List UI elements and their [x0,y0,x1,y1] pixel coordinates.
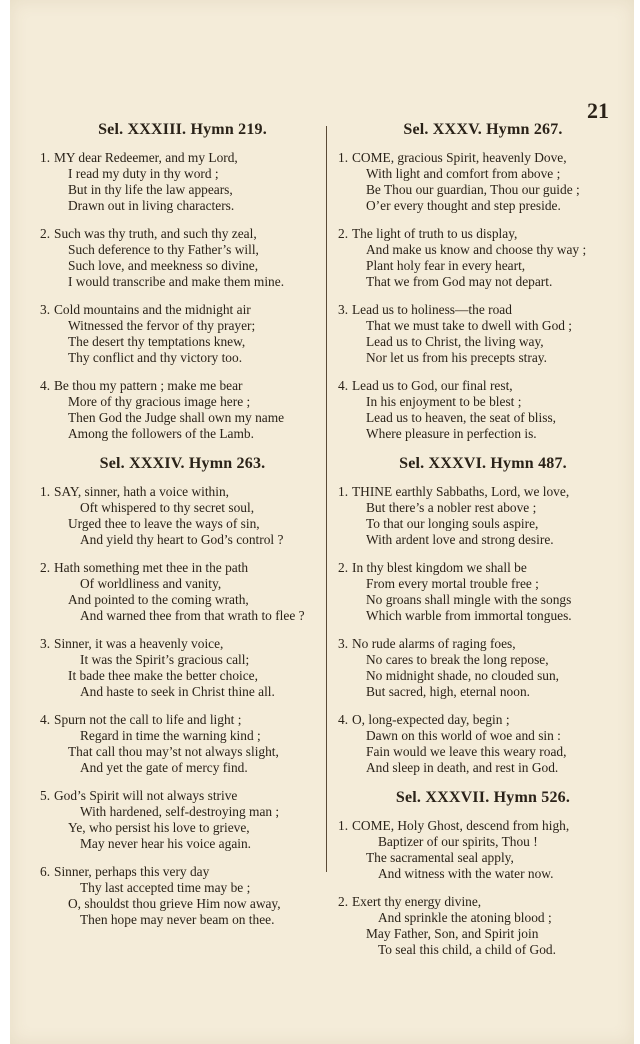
verse-text: In thy blest kingdom we shall be [352,560,527,575]
verse-line [40,788,325,804]
verse-text: Lead us to holiness—the road [352,302,512,317]
verse-line [338,668,628,684]
verse-text: And haste to seek in Christ thine all. [80,684,275,699]
verse-line [338,744,628,760]
verse-line [338,394,628,410]
stanza-number: 1. [338,150,349,165]
verse-text: And sleep in death, and rest in God. [366,760,559,775]
verse-text: Regard in time the warning kind ; [80,728,261,743]
verse-line [40,668,325,684]
hymn-stanza [338,484,628,548]
stanza-number: 1. [338,484,349,499]
verse-line [338,684,628,700]
verse-text: I read my duty in thy word ; [68,166,219,181]
verse-line [40,484,325,500]
right-column [338,120,628,970]
verse-text: To seal this child, a child of God. [378,942,556,957]
stanza-number: 2. [338,894,349,909]
page-number: 21 [587,98,609,123]
hymn-heading: Sel. XXXVII. Hymn 526. [395,789,571,806]
verse-line [40,302,325,318]
verse-text: To that our longing souls aspire, [366,516,539,531]
verse-text: No groans shall mingle with the songs [366,592,572,607]
verse-text: Hath something met thee in the path [54,560,249,575]
stanza-number: 4. [40,378,51,393]
verse-text: That call thou may’st not always slight, [68,744,279,759]
verse-line [338,198,628,214]
verse-line [40,394,325,410]
verse-line [338,942,628,958]
verse-text: Such deference to thy Father’s will, [68,242,259,257]
verse-text: And yet the gate of mercy find. [80,760,248,775]
verse-line [40,836,325,852]
verse-text: The sacramental seal apply, [366,850,514,865]
verse-line [40,560,325,576]
verse-line [338,866,628,882]
verse-text: Exert thy energy divine, [352,894,482,909]
hymn-stanza [338,150,628,214]
verse-text: No cares to break the long repose, [366,652,549,667]
verse-text: Witnessed the fervor of thy prayer; [68,318,256,333]
hymn-stanza [40,378,325,442]
hymn-stanza [40,712,325,776]
hymn-stanza [338,226,628,290]
verse-line [338,560,628,576]
verse-text: Cold mountains and the midnight air [54,302,251,317]
stanza-number: 6. [40,864,51,879]
verse-text: It bade thee make the better choice, [68,668,258,683]
verse-text: With ardent love and strong desire. [366,532,554,547]
verse-line [40,896,325,912]
verse-line [338,182,628,198]
verse-line [40,198,325,214]
verse-text: Where pleasure in perfection is. [366,426,537,441]
hymn-stanza [40,226,325,290]
verse-line [40,532,325,548]
verse-text: COME, gracious Spirit, heavenly Dove, [352,150,567,165]
hymn-stanza [40,150,325,214]
verse-text: And witness with the water now. [378,866,554,881]
verse-line [338,150,628,166]
hymn-stanza [338,302,628,366]
left-column [40,120,325,940]
verse-line [40,880,325,896]
hymn-stanza [40,560,325,624]
verse-text: In his enjoyment to be blest ; [366,394,522,409]
verse-line [40,652,325,668]
verse-text: SAY, sinner, hath a voice within, [54,484,230,499]
verse-line [338,608,628,624]
verse-line [40,500,325,516]
verse-line [40,804,325,820]
verse-line [338,484,628,500]
verse-text: Then God the Judge shall own my name [68,410,285,425]
verse-text: God’s Spirit will not always strive [54,788,238,803]
verse-line [40,274,325,290]
verse-text: The light of truth to us display, [352,226,518,241]
verse-line [40,712,325,728]
verse-text: But sacred, high, eternal noon. [366,684,530,699]
verse-line [40,226,325,242]
stanza-number: 3. [338,636,349,651]
hymn-stanza [338,636,628,700]
hymn-stanza [40,864,325,928]
verse-text: With hardened, self-destroying man ; [80,804,280,819]
stanza-number: 2. [338,226,349,241]
verse-text: Spurn not the call to life and light ; [54,712,242,727]
verse-text: Nor let us from his precepts stray. [366,350,547,365]
stanza-number: 5. [40,788,51,803]
verse-text: THINE earthly Sabbaths, Lord, we love, [352,484,570,499]
verse-line [40,820,325,836]
verse-line [338,350,628,366]
verse-line [338,334,628,350]
stanza-number: 1. [40,484,51,499]
verse-text: Lead us to Christ, the living way, [366,334,544,349]
hymn-stanza [338,818,628,882]
stanza-number: 4. [338,712,349,727]
verse-text: Plant holy fear in every heart, [366,258,526,273]
verse-text: And pointed to the coming wrath, [68,592,249,607]
hymn-stanza [338,560,628,624]
verse-text: Be Thou our guardian, Thou our guide ; [366,182,580,197]
verse-text: O, shouldst thou grieve Him now away, [68,896,281,911]
verse-text: May Father, Son, and Spirit join [366,926,539,941]
verse-line [40,182,325,198]
column-divider [326,126,327,872]
verse-text: And warned thee from that wrath to flee ? [80,608,305,623]
verse-line [40,728,325,744]
verse-text: No rude alarms of raging foes, [352,636,516,651]
verse-line [40,516,325,532]
verse-text: But in thy life the law appears, [68,182,233,197]
verse-line [338,242,628,258]
verse-text: Ye, who persist his love to grieve, [68,820,250,835]
hymn-heading: Sel. XXXIV. Hymn 263. [99,455,266,472]
verse-text: Lead us to heaven, the seat of bliss, [366,410,557,425]
stanza-number: 2. [40,226,51,241]
verse-text: Sinner, it was a heavenly voice, [54,636,224,651]
verse-line [338,274,628,290]
verse-text: Be thou my pattern ; make me bear [54,378,243,393]
verse-text: Of worldliness and vanity, [80,576,222,591]
verse-line [40,258,325,274]
verse-line [338,532,628,548]
verse-line [338,226,628,242]
verse-line [40,410,325,426]
verse-line [338,834,628,850]
hymn-heading: Sel. XXXIII. Hymn 219. [98,121,267,138]
verse-line [338,302,628,318]
verse-line [40,636,325,652]
verse-line [40,426,325,442]
verse-text: Then hope may never beam on thee. [80,912,275,927]
verse-text: Which warble from immortal tongues. [366,608,572,623]
verse-text: Among the followers of the Lamb. [68,426,254,441]
verse-line [338,426,628,442]
verse-line [40,912,325,928]
verse-text: Thy last accepted time may be ; [80,880,251,895]
stanza-number: 3. [40,302,51,317]
stanza-number: 1. [338,818,349,833]
verse-text: With light and comfort from above ; [366,166,561,181]
verse-line [338,712,628,728]
verse-line [40,378,325,394]
verse-line [338,910,628,926]
verse-text: But there’s a nobler rest above ; [366,500,537,515]
verse-text: Oft whispered to thy secret soul, [80,500,255,515]
hymn-stanza [338,378,628,442]
verse-text: Urged thee to leave the ways of sin, [68,516,260,531]
verse-line [338,760,628,776]
verse-text: No midnight shade, no clouded sun, [366,668,560,683]
verse-line [40,166,325,182]
verse-text: COME, Holy Ghost, descend from high, [352,818,570,833]
hymn-stanza [40,302,325,366]
verse-line [40,576,325,592]
hymn-stanza [338,894,628,958]
stanza-number: 3. [40,636,51,651]
stanza-number: 1. [40,150,51,165]
stanza-number: 3. [338,302,349,317]
verse-line [40,350,325,366]
stanza-number: 4. [40,712,51,727]
verse-line [338,636,628,652]
verse-text: Such love, and meekness so divine, [68,258,259,273]
verse-text: And make us know and choose thy way ; [366,242,587,257]
verse-text: From every mortal trouble free ; [366,576,539,591]
verse-line [338,926,628,942]
verse-text: Lead us to God, our final rest, [352,378,513,393]
verse-text: Thy conflict and thy victory too. [68,350,243,365]
hymn-heading: Sel. XXXVI. Hymn 487. [399,455,567,472]
verse-text: Sinner, perhaps this very day [54,864,210,879]
hymn-stanza [338,712,628,776]
verse-line [40,318,325,334]
verse-line [40,242,325,258]
verse-text: And sprinkle the atoning blood ; [378,910,552,925]
verse-line [338,516,628,532]
verse-text: May never hear his voice again. [80,836,252,851]
verse-line [338,500,628,516]
verse-line [338,378,628,394]
verse-text: And yield thy heart to God’s control ? [80,532,284,547]
verse-line [338,850,628,866]
stanza-number: 2. [338,560,349,575]
verse-text: The desert thy temptations knew, [68,334,246,349]
verse-line [338,652,628,668]
verse-line [40,864,325,880]
verse-text: It was the Spirit’s gracious call; [80,652,250,667]
hymn-heading: Sel. XXXV. Hymn 267. [403,121,563,138]
verse-text: MY dear Redeemer, and my Lord, [54,150,238,165]
verse-line [40,150,325,166]
stanza-number: 4. [338,378,349,393]
verse-line [338,728,628,744]
verse-text: More of thy gracious image here ; [68,394,251,409]
verse-text: Dawn on this world of woe and sin : [366,728,561,743]
verse-line [338,894,628,910]
stanza-number: 2. [40,560,51,575]
verse-text: That we from God may not depart. [366,274,553,289]
verse-line [338,410,628,426]
hymn-stanza [40,484,325,548]
verse-line [40,684,325,700]
verse-line [338,318,628,334]
hymnal-page [10,0,634,1044]
verse-text: Fain would we leave this weary road, [366,744,567,759]
verse-text: Drawn out in living characters. [68,198,235,213]
verse-line [338,818,628,834]
verse-line [40,744,325,760]
verse-line [338,166,628,182]
verse-text: I would transcribe and make them mine. [68,274,285,289]
verse-line [338,258,628,274]
verse-line [338,592,628,608]
hymn-stanza [40,788,325,852]
verse-text: That we must take to dwell with God ; [366,318,573,333]
verse-text: Such was thy truth, and such thy zeal, [54,226,257,241]
verse-line [338,576,628,592]
verse-line [40,608,325,624]
verse-line [40,760,325,776]
hymn-stanza [40,636,325,700]
verse-line [40,334,325,350]
verse-text: Baptizer of our spirits, Thou ! [378,834,538,849]
verse-text: O’er every thought and step preside. [366,198,561,213]
verse-line [40,592,325,608]
verse-text: O, long-expected day, begin ; [352,712,510,727]
